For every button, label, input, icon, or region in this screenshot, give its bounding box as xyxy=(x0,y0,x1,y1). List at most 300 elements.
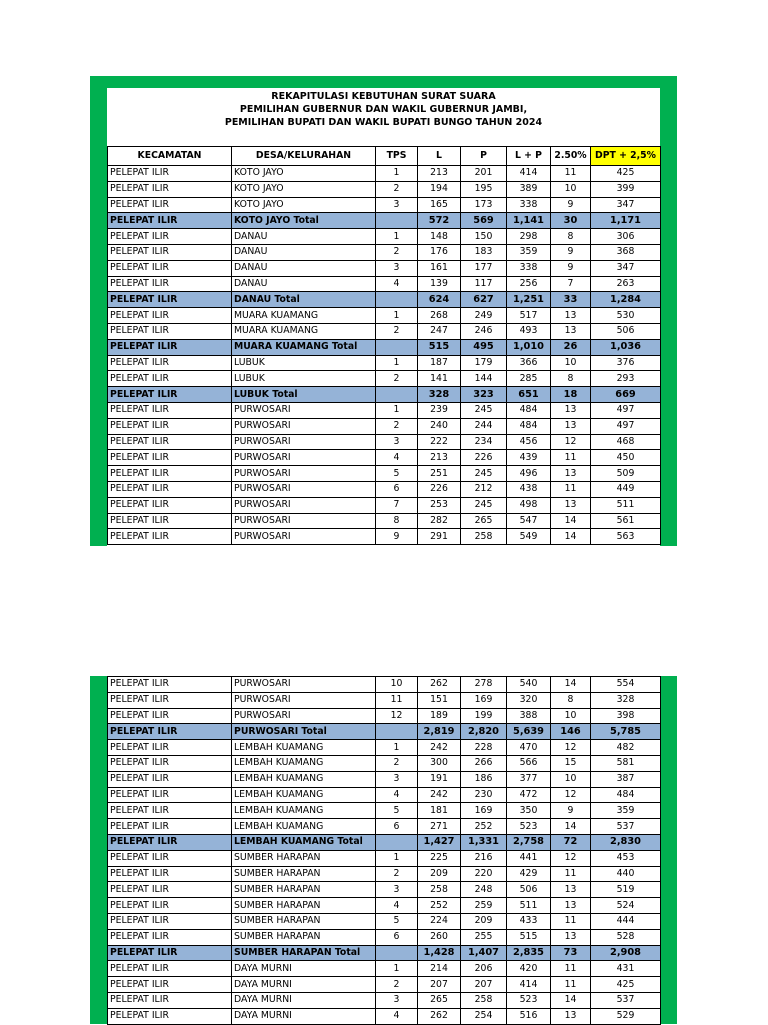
pct-cell: 7 xyxy=(551,276,591,292)
l-cell: 181 xyxy=(418,803,461,819)
kecamatan-cell: PELEPAT ILIR xyxy=(108,355,232,371)
desa-cell: KOTO JAYO xyxy=(232,166,376,182)
table-row xyxy=(108,450,661,466)
tps-cell: 1 xyxy=(376,850,418,866)
tps-cell: 2 xyxy=(376,755,418,771)
lp-cell: 389 xyxy=(507,181,551,197)
table-row xyxy=(108,708,661,724)
p-cell: 230 xyxy=(461,787,507,803)
kecamatan-cell: PELEPAT ILIR xyxy=(108,850,232,866)
tps-cell: 3 xyxy=(376,260,418,276)
l-cell: 226 xyxy=(418,481,461,497)
l-cell: 251 xyxy=(418,466,461,482)
l-cell: 214 xyxy=(418,961,461,977)
lp-cell: 439 xyxy=(507,450,551,466)
dpt-cell: 482 xyxy=(591,740,661,756)
kecamatan-cell: PELEPAT ILIR xyxy=(108,387,232,403)
l-cell: 148 xyxy=(418,229,461,245)
p-cell: 228 xyxy=(461,740,507,756)
tps-cell: 11 xyxy=(376,692,418,708)
pct-cell: 30 xyxy=(551,213,591,229)
desa-cell: LEMBAH KUAMANG xyxy=(232,740,376,756)
pct-cell: 13 xyxy=(551,402,591,418)
desa-cell: DANAU xyxy=(232,260,376,276)
desa-cell: DANAU xyxy=(232,229,376,245)
kecamatan-cell: PELEPAT ILIR xyxy=(108,371,232,387)
kecamatan-cell: PELEPAT ILIR xyxy=(108,276,232,292)
lp-cell: 484 xyxy=(507,402,551,418)
p-cell: 252 xyxy=(461,819,507,835)
kecamatan-cell: PELEPAT ILIR xyxy=(108,755,232,771)
desa-cell: DAYA MURNI xyxy=(232,977,376,993)
desa-cell: PURWOSARI xyxy=(232,434,376,450)
l-cell: 151 xyxy=(418,692,461,708)
table-row xyxy=(108,898,661,914)
l-cell: 572 xyxy=(418,213,461,229)
p-cell: 1,407 xyxy=(461,945,507,961)
p-cell: 206 xyxy=(461,961,507,977)
kecamatan-cell: PELEPAT ILIR xyxy=(108,803,232,819)
dpt-cell: 5,785 xyxy=(591,724,661,740)
desa-cell: PURWOSARI xyxy=(232,529,376,545)
p-cell: 246 xyxy=(461,323,507,339)
tps-cell: 3 xyxy=(376,771,418,787)
table-row xyxy=(108,819,661,835)
l-cell: 328 xyxy=(418,387,461,403)
table-row xyxy=(108,418,661,434)
pct-cell: 11 xyxy=(551,866,591,882)
tps-cell: 4 xyxy=(376,898,418,914)
tps-cell: 4 xyxy=(376,450,418,466)
dpt-cell: 453 xyxy=(591,850,661,866)
dpt-cell: 347 xyxy=(591,260,661,276)
pct-cell: 14 xyxy=(551,819,591,835)
pct-cell: 13 xyxy=(551,1008,591,1024)
p-cell: 245 xyxy=(461,466,507,482)
p-cell: 569 xyxy=(461,213,507,229)
lp-cell: 2,835 xyxy=(507,945,551,961)
table-row xyxy=(108,197,661,213)
title-line-2: PEMILIHAN GUBERNUR DAN WAKIL GUBERNUR JAMBI, xyxy=(239,104,528,115)
tps-cell: 3 xyxy=(376,882,418,898)
tps-cell: 1 xyxy=(376,308,418,324)
dpt-cell: 537 xyxy=(591,819,661,835)
dpt-cell: 2,908 xyxy=(591,945,661,961)
dpt-cell: 530 xyxy=(591,308,661,324)
table-row xyxy=(108,1008,661,1024)
tps-cell: 6 xyxy=(376,819,418,835)
tps-cell: 8 xyxy=(376,513,418,529)
table-row xyxy=(108,466,661,482)
tps-cell: 5 xyxy=(376,913,418,929)
desa-cell: PURWOSARI xyxy=(232,513,376,529)
l-cell: 253 xyxy=(418,497,461,513)
dpt-cell: 1,284 xyxy=(591,292,661,308)
l-cell: 222 xyxy=(418,434,461,450)
title-line-3: PEMILIHAN BUPATI DAN WAKIL BUPATI BUNGO TAHUN 2024 xyxy=(224,117,543,128)
pct-cell: 10 xyxy=(551,355,591,371)
p-cell: 144 xyxy=(461,371,507,387)
total-row xyxy=(108,339,661,355)
table-row xyxy=(108,497,661,513)
tps-cell: 1 xyxy=(376,355,418,371)
p-cell: 258 xyxy=(461,992,507,1008)
pct-cell: 10 xyxy=(551,181,591,197)
p-cell: 1,331 xyxy=(461,834,507,850)
kecamatan-cell: PELEPAT ILIR xyxy=(108,898,232,914)
lp-cell: 506 xyxy=(507,882,551,898)
tps-cell: 6 xyxy=(376,481,418,497)
pct-cell: 11 xyxy=(551,913,591,929)
kecamatan-cell: PELEPAT ILIR xyxy=(108,677,232,693)
l-cell: 252 xyxy=(418,898,461,914)
header-pct: 2.50% xyxy=(551,147,591,166)
lp-cell: 366 xyxy=(507,355,551,371)
desa-cell: MUARA KUAMANG xyxy=(232,308,376,324)
desa-cell: LUBUK xyxy=(232,355,376,371)
desa-cell: SUMBER HARAPAN xyxy=(232,929,376,945)
pct-cell: 8 xyxy=(551,229,591,245)
table-body-1 xyxy=(108,166,661,545)
desa-cell: SUMBER HARAPAN xyxy=(232,850,376,866)
pct-cell: 13 xyxy=(551,497,591,513)
desa-cell: KOTO JAYO xyxy=(232,181,376,197)
lp-cell: 515 xyxy=(507,929,551,945)
kecamatan-cell: PELEPAT ILIR xyxy=(108,724,232,740)
dpt-cell: 511 xyxy=(591,497,661,513)
tps-cell: 4 xyxy=(376,1008,418,1024)
pct-cell: 13 xyxy=(551,929,591,945)
tps-cell xyxy=(376,339,418,355)
kecamatan-cell: PELEPAT ILIR xyxy=(108,260,232,276)
dpt-cell: 431 xyxy=(591,961,661,977)
kecamatan-cell: PELEPAT ILIR xyxy=(108,166,232,182)
kecamatan-cell: PELEPAT ILIR xyxy=(108,834,232,850)
l-cell: 1,428 xyxy=(418,945,461,961)
lp-cell: 388 xyxy=(507,708,551,724)
kecamatan-cell: PELEPAT ILIR xyxy=(108,945,232,961)
desa-cell: LEMBAH KUAMANG Total xyxy=(232,834,376,850)
kecamatan-cell: PELEPAT ILIR xyxy=(108,513,232,529)
pct-cell: 12 xyxy=(551,740,591,756)
l-cell: 240 xyxy=(418,418,461,434)
desa-cell: PURWOSARI xyxy=(232,481,376,497)
lp-cell: 441 xyxy=(507,850,551,866)
dpt-cell: 561 xyxy=(591,513,661,529)
lp-cell: 429 xyxy=(507,866,551,882)
table-row xyxy=(108,323,661,339)
dpt-cell: 425 xyxy=(591,166,661,182)
total-row xyxy=(108,213,661,229)
table-row xyxy=(108,755,661,771)
tps-cell: 6 xyxy=(376,929,418,945)
dpt-cell: 398 xyxy=(591,708,661,724)
lp-cell: 470 xyxy=(507,740,551,756)
pct-cell: 13 xyxy=(551,898,591,914)
p-cell: 245 xyxy=(461,497,507,513)
p-cell: 207 xyxy=(461,977,507,993)
lp-cell: 540 xyxy=(507,677,551,693)
kecamatan-cell: PELEPAT ILIR xyxy=(108,213,232,229)
tps-cell: 2 xyxy=(376,323,418,339)
p-cell: 259 xyxy=(461,898,507,914)
lp-cell: 517 xyxy=(507,308,551,324)
table-header-row xyxy=(108,147,661,166)
tps-cell: 1 xyxy=(376,229,418,245)
lp-cell: 549 xyxy=(507,529,551,545)
dpt-cell: 669 xyxy=(591,387,661,403)
table-row xyxy=(108,913,661,929)
table-row xyxy=(108,850,661,866)
dpt-cell: 468 xyxy=(591,434,661,450)
l-cell: 189 xyxy=(418,708,461,724)
l-cell: 262 xyxy=(418,1008,461,1024)
table-body-2 xyxy=(108,677,661,1025)
pct-cell: 33 xyxy=(551,292,591,308)
kecamatan-cell: PELEPAT ILIR xyxy=(108,339,232,355)
table-row xyxy=(108,355,661,371)
kecamatan-cell: PELEPAT ILIR xyxy=(108,771,232,787)
pct-cell: 15 xyxy=(551,755,591,771)
lp-cell: 377 xyxy=(507,771,551,787)
table-row xyxy=(108,181,661,197)
tps-cell: 4 xyxy=(376,787,418,803)
dpt-cell: 537 xyxy=(591,992,661,1008)
dpt-cell: 263 xyxy=(591,276,661,292)
dpt-cell: 449 xyxy=(591,481,661,497)
kecamatan-cell: PELEPAT ILIR xyxy=(108,244,232,260)
tps-cell: 12 xyxy=(376,708,418,724)
desa-cell: DAYA MURNI xyxy=(232,961,376,977)
desa-cell: LEMBAH KUAMANG xyxy=(232,755,376,771)
table-row xyxy=(108,529,661,545)
kecamatan-cell: PELEPAT ILIR xyxy=(108,402,232,418)
lp-cell: 414 xyxy=(507,166,551,182)
desa-cell: DAYA MURNI xyxy=(232,992,376,1008)
pct-cell: 11 xyxy=(551,977,591,993)
dpt-cell: 368 xyxy=(591,244,661,260)
tps-cell: 2 xyxy=(376,977,418,993)
tps-cell xyxy=(376,292,418,308)
table-row xyxy=(108,866,661,882)
pct-cell: 9 xyxy=(551,244,591,260)
tps-cell: 2 xyxy=(376,866,418,882)
desa-cell: SUMBER HARAPAN xyxy=(232,866,376,882)
p-cell: 495 xyxy=(461,339,507,355)
kecamatan-cell: PELEPAT ILIR xyxy=(108,181,232,197)
lp-cell: 547 xyxy=(507,513,551,529)
p-cell: 179 xyxy=(461,355,507,371)
recap-table-1 xyxy=(107,146,661,545)
p-cell: 266 xyxy=(461,755,507,771)
p-cell: 216 xyxy=(461,850,507,866)
table-row xyxy=(108,977,661,993)
dpt-cell: 293 xyxy=(591,371,661,387)
dpt-cell: 328 xyxy=(591,692,661,708)
tps-cell: 10 xyxy=(376,677,418,693)
p-cell: 173 xyxy=(461,197,507,213)
pct-cell: 73 xyxy=(551,945,591,961)
table-row xyxy=(108,434,661,450)
pct-cell: 14 xyxy=(551,529,591,545)
p-cell: 195 xyxy=(461,181,507,197)
header-p: P xyxy=(461,147,507,166)
table-row xyxy=(108,787,661,803)
kecamatan-cell: PELEPAT ILIR xyxy=(108,913,232,929)
desa-cell: SUMBER HARAPAN xyxy=(232,898,376,914)
pct-cell: 18 xyxy=(551,387,591,403)
p-cell: 323 xyxy=(461,387,507,403)
dpt-cell: 306 xyxy=(591,229,661,245)
l-cell: 213 xyxy=(418,450,461,466)
tps-cell: 4 xyxy=(376,276,418,292)
total-row xyxy=(108,387,661,403)
l-cell: 265 xyxy=(418,992,461,1008)
table-row xyxy=(108,677,661,693)
l-cell: 242 xyxy=(418,740,461,756)
desa-cell: SUMBER HARAPAN Total xyxy=(232,945,376,961)
tps-cell: 1 xyxy=(376,402,418,418)
header-kecamatan: KECAMATAN xyxy=(108,147,232,166)
p-cell: 244 xyxy=(461,418,507,434)
pct-cell: 9 xyxy=(551,803,591,819)
desa-cell: DANAU xyxy=(232,276,376,292)
pct-cell: 12 xyxy=(551,434,591,450)
pct-cell: 72 xyxy=(551,834,591,850)
l-cell: 207 xyxy=(418,977,461,993)
lp-cell: 338 xyxy=(507,260,551,276)
p-cell: 245 xyxy=(461,402,507,418)
kecamatan-cell: PELEPAT ILIR xyxy=(108,708,232,724)
kecamatan-cell: PELEPAT ILIR xyxy=(108,434,232,450)
l-cell: 1,427 xyxy=(418,834,461,850)
lp-cell: 511 xyxy=(507,898,551,914)
l-cell: 282 xyxy=(418,513,461,529)
desa-cell: MUARA KUAMANG Total xyxy=(232,339,376,355)
dpt-cell: 563 xyxy=(591,529,661,545)
tps-cell: 1 xyxy=(376,740,418,756)
pct-cell: 13 xyxy=(551,882,591,898)
p-cell: 150 xyxy=(461,229,507,245)
kecamatan-cell: PELEPAT ILIR xyxy=(108,466,232,482)
desa-cell: PURWOSARI xyxy=(232,466,376,482)
desa-cell: DAYA MURNI xyxy=(232,1008,376,1024)
table-row xyxy=(108,513,661,529)
kecamatan-cell: PELEPAT ILIR xyxy=(108,292,232,308)
p-cell: 2,820 xyxy=(461,724,507,740)
lp-cell: 1,141 xyxy=(507,213,551,229)
desa-cell: LEMBAH KUAMANG xyxy=(232,819,376,835)
lp-cell: 420 xyxy=(507,961,551,977)
desa-cell: PURWOSARI Total xyxy=(232,724,376,740)
lp-cell: 5,639 xyxy=(507,724,551,740)
desa-cell: KOTO JAYO Total xyxy=(232,213,376,229)
dpt-cell: 1,171 xyxy=(591,213,661,229)
l-cell: 239 xyxy=(418,402,461,418)
dpt-cell: 399 xyxy=(591,181,661,197)
desa-cell: KOTO JAYO xyxy=(232,197,376,213)
dpt-cell: 1,036 xyxy=(591,339,661,355)
lp-cell: 320 xyxy=(507,692,551,708)
l-cell: 247 xyxy=(418,323,461,339)
total-row xyxy=(108,945,661,961)
desa-cell: LEMBAH KUAMANG xyxy=(232,787,376,803)
pct-cell: 13 xyxy=(551,418,591,434)
lp-cell: 472 xyxy=(507,787,551,803)
pct-cell: 9 xyxy=(551,197,591,213)
p-cell: 209 xyxy=(461,913,507,929)
p-cell: 169 xyxy=(461,803,507,819)
table-row xyxy=(108,229,661,245)
l-cell: 271 xyxy=(418,819,461,835)
lp-cell: 1,251 xyxy=(507,292,551,308)
p-cell: 199 xyxy=(461,708,507,724)
lp-cell: 456 xyxy=(507,434,551,450)
desa-cell: DANAU Total xyxy=(232,292,376,308)
dpt-cell: 509 xyxy=(591,466,661,482)
p-cell: 234 xyxy=(461,434,507,450)
lp-cell: 2,758 xyxy=(507,834,551,850)
kecamatan-cell: PELEPAT ILIR xyxy=(108,529,232,545)
table-row xyxy=(108,961,661,977)
l-cell: 2,819 xyxy=(418,724,461,740)
pct-cell: 13 xyxy=(551,308,591,324)
dpt-cell: 425 xyxy=(591,977,661,993)
tps-cell: 2 xyxy=(376,371,418,387)
p-cell: 177 xyxy=(461,260,507,276)
dpt-cell: 347 xyxy=(591,197,661,213)
tps-cell xyxy=(376,213,418,229)
lp-cell: 438 xyxy=(507,481,551,497)
kecamatan-cell: PELEPAT ILIR xyxy=(108,992,232,1008)
table-row xyxy=(108,402,661,418)
p-cell: 186 xyxy=(461,771,507,787)
p-cell: 255 xyxy=(461,929,507,945)
table-row xyxy=(108,692,661,708)
table-row xyxy=(108,371,661,387)
table-row xyxy=(108,481,661,497)
pct-cell: 8 xyxy=(551,692,591,708)
l-cell: 213 xyxy=(418,166,461,182)
header-lp: L + P xyxy=(507,147,551,166)
dpt-cell: 484 xyxy=(591,787,661,803)
tps-cell xyxy=(376,387,418,403)
kecamatan-cell: PELEPAT ILIR xyxy=(108,323,232,339)
dpt-cell: 497 xyxy=(591,418,661,434)
l-cell: 260 xyxy=(418,929,461,945)
tps-cell: 2 xyxy=(376,418,418,434)
table-row xyxy=(108,882,661,898)
tps-cell: 2 xyxy=(376,244,418,260)
desa-cell: PURWOSARI xyxy=(232,402,376,418)
p-cell: 249 xyxy=(461,308,507,324)
lp-cell: 338 xyxy=(507,197,551,213)
lp-cell: 651 xyxy=(507,387,551,403)
p-cell: 248 xyxy=(461,882,507,898)
dpt-cell: 554 xyxy=(591,677,661,693)
desa-cell: LUBUK xyxy=(232,371,376,387)
desa-cell: LUBUK Total xyxy=(232,387,376,403)
desa-cell: DANAU xyxy=(232,244,376,260)
pct-cell: 13 xyxy=(551,466,591,482)
dpt-cell: 528 xyxy=(591,929,661,945)
kecamatan-cell: PELEPAT ILIR xyxy=(108,819,232,835)
pct-cell: 11 xyxy=(551,481,591,497)
kecamatan-cell: PELEPAT ILIR xyxy=(108,481,232,497)
table-row xyxy=(108,803,661,819)
lp-cell: 256 xyxy=(507,276,551,292)
total-row xyxy=(108,834,661,850)
